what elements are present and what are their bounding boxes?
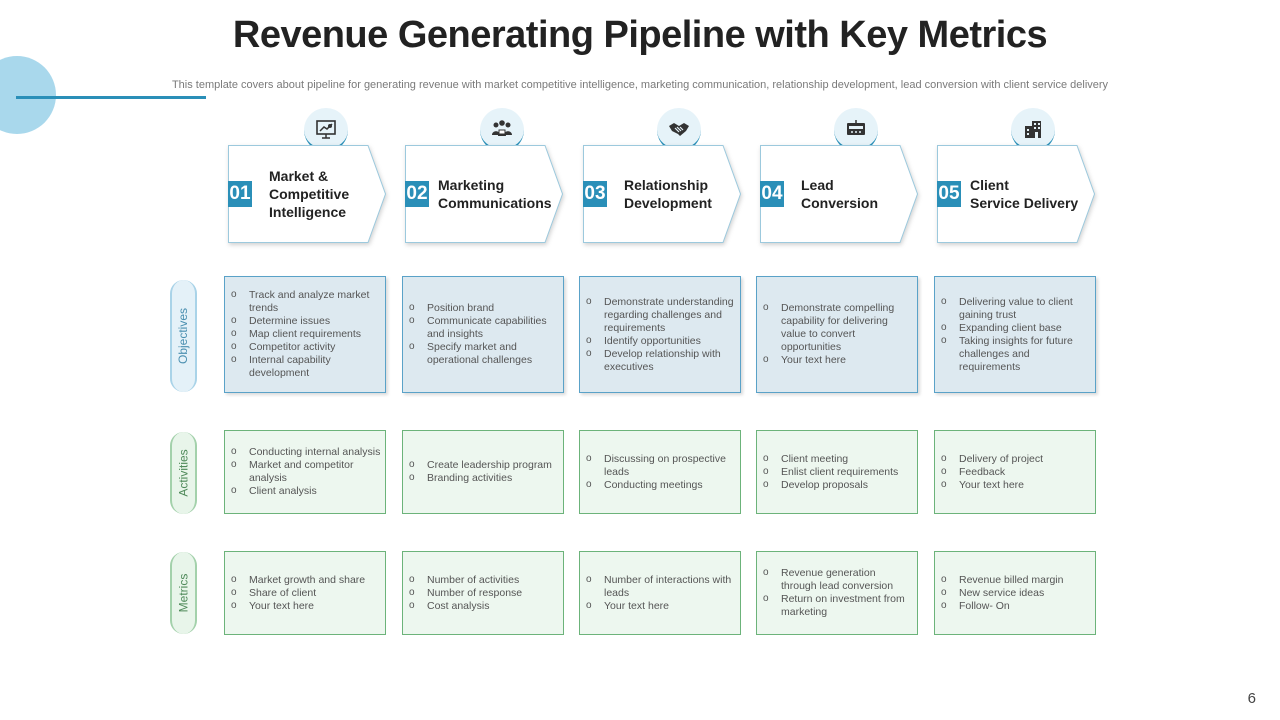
stage-2-activities-box bbox=[402, 430, 564, 514]
metrics-list bbox=[231, 574, 381, 613]
stage-1-header bbox=[228, 145, 386, 243]
list-item: o Cost analysis bbox=[409, 600, 559, 613]
list-item: o Branding activities bbox=[409, 472, 559, 485]
row-label-activities: Activities bbox=[170, 432, 197, 514]
list-item: o Revenue billed margin bbox=[941, 574, 1091, 587]
stage-number: 02 bbox=[405, 181, 429, 207]
stage-5-activities-box bbox=[934, 430, 1096, 514]
list-item: o Demonstrate understanding regarding challenges and requirements bbox=[586, 296, 736, 335]
list-item: o Number of interactions with leads bbox=[586, 574, 736, 600]
stage-1-metrics-box bbox=[224, 551, 386, 635]
stage-5-metrics-box bbox=[934, 551, 1096, 635]
list-item: o Map client requirements bbox=[231, 328, 381, 341]
stage-title: Relationship Development bbox=[624, 177, 712, 211]
activities-list bbox=[231, 446, 381, 498]
stage-title: Client Service Delivery bbox=[970, 177, 1079, 211]
list-item: o Your text here bbox=[586, 600, 736, 613]
list-item: o Develop proposals bbox=[763, 479, 913, 492]
stage-2-metrics-box bbox=[402, 551, 564, 635]
list-item: o Conducting internal analysis bbox=[231, 446, 381, 459]
list-item: o Delivery of project bbox=[941, 453, 1091, 466]
list-item: o Client analysis bbox=[231, 485, 381, 498]
list-item: o Number of activities bbox=[409, 574, 559, 587]
objectives-list bbox=[941, 296, 1091, 374]
list-item: o Develop relationship with executives bbox=[586, 348, 736, 374]
metrics-list bbox=[586, 574, 736, 613]
list-item: o Taking insights for future challenges and requirements bbox=[941, 335, 1091, 374]
list-item: o Specify market and operational challenges bbox=[409, 341, 559, 367]
stage-3-metrics-box bbox=[579, 551, 741, 635]
row-label-metrics: Metrics bbox=[170, 552, 197, 634]
list-item: o Your text here bbox=[763, 354, 913, 367]
stage-2-objectives-box bbox=[402, 276, 564, 393]
list-item: o Your text here bbox=[941, 479, 1091, 492]
list-item: o Share of client bbox=[231, 587, 381, 600]
metrics-list bbox=[409, 574, 559, 613]
activities-list bbox=[941, 453, 1091, 492]
list-item: o Client meeting bbox=[763, 453, 913, 466]
list-item: o Internal capability development bbox=[231, 354, 381, 380]
metrics-list bbox=[763, 567, 913, 619]
list-item: o Your text here bbox=[231, 600, 381, 613]
list-item: o Competitor activity bbox=[231, 341, 381, 354]
decorative-line bbox=[16, 96, 206, 99]
objectives-list bbox=[409, 302, 559, 367]
list-item: o Demonstrate compelling capability for delivering value to convert opportunities bbox=[763, 302, 913, 354]
stage-4-objectives-box bbox=[756, 276, 918, 393]
list-item: o Number of response bbox=[409, 587, 559, 600]
stage-4-activities-box bbox=[756, 430, 918, 514]
list-item: o Delivering value to client gaining trust bbox=[941, 296, 1091, 322]
objectives-list bbox=[586, 296, 736, 374]
list-item: o Revenue generation through lead conversion bbox=[763, 567, 913, 593]
list-item: o Enlist client requirements bbox=[763, 466, 913, 479]
stage-5-objectives-box bbox=[934, 276, 1096, 393]
list-item: o New service ideas bbox=[941, 587, 1091, 600]
stage-1-activities-box bbox=[224, 430, 386, 514]
activities-list bbox=[763, 453, 913, 492]
decorative-circle bbox=[0, 56, 56, 134]
stage-title: Market & Competitive Intelligence bbox=[269, 168, 350, 220]
list-item: o Determine issues bbox=[231, 315, 381, 328]
stage-3-objectives-box bbox=[579, 276, 741, 393]
page-number: 6 bbox=[1247, 690, 1256, 707]
activities-list bbox=[586, 453, 736, 492]
list-item: o Expanding client base bbox=[941, 322, 1091, 335]
stage-1-objectives-box bbox=[224, 276, 386, 393]
metrics-list bbox=[941, 574, 1091, 613]
stage-3-activities-box bbox=[579, 430, 741, 514]
list-item: o Feedback bbox=[941, 466, 1091, 479]
list-item: o Track and analyze market trends bbox=[231, 289, 381, 315]
stage-number: 03 bbox=[583, 181, 607, 207]
stage-5-header bbox=[937, 145, 1095, 243]
stage-number: 01 bbox=[228, 181, 252, 207]
activities-list bbox=[409, 459, 559, 485]
list-item: o Communicate capabilities and insights bbox=[409, 315, 559, 341]
stage-4-metrics-box bbox=[756, 551, 918, 635]
list-item: o Market and competitor analysis bbox=[231, 459, 381, 485]
list-item: o Follow- On bbox=[941, 600, 1091, 613]
stage-title: Marketing Communications bbox=[438, 177, 552, 211]
objectives-list bbox=[763, 302, 913, 367]
stage-number: 05 bbox=[937, 181, 961, 207]
stage-title: Lead Conversion bbox=[801, 177, 879, 211]
list-item: o Position brand bbox=[409, 302, 559, 315]
list-item: o Create leadership program bbox=[409, 459, 559, 472]
list-item: o Identify opportunities bbox=[586, 335, 736, 348]
stage-3-header bbox=[583, 145, 741, 243]
stage-2-header bbox=[405, 145, 563, 243]
objectives-list bbox=[231, 289, 381, 380]
page-subtitle: This template covers about pipeline for generating revenue with market competitive intelligence, marketing communication, relationship development, lead conversion with client service delivery bbox=[171, 79, 1109, 91]
row-label-objectives: Objectives bbox=[170, 280, 197, 392]
list-item: o Market growth and share bbox=[231, 574, 381, 587]
list-item: o Conducting meetings bbox=[586, 479, 736, 492]
stage-4-header bbox=[760, 145, 918, 243]
stage-number: 04 bbox=[760, 181, 784, 207]
page-title: Revenue Generating Pipeline with Key Metrics bbox=[232, 14, 1048, 56]
list-item: o Return on investment from marketing bbox=[763, 593, 913, 619]
list-item: o Discussing on prospective leads bbox=[586, 453, 736, 479]
